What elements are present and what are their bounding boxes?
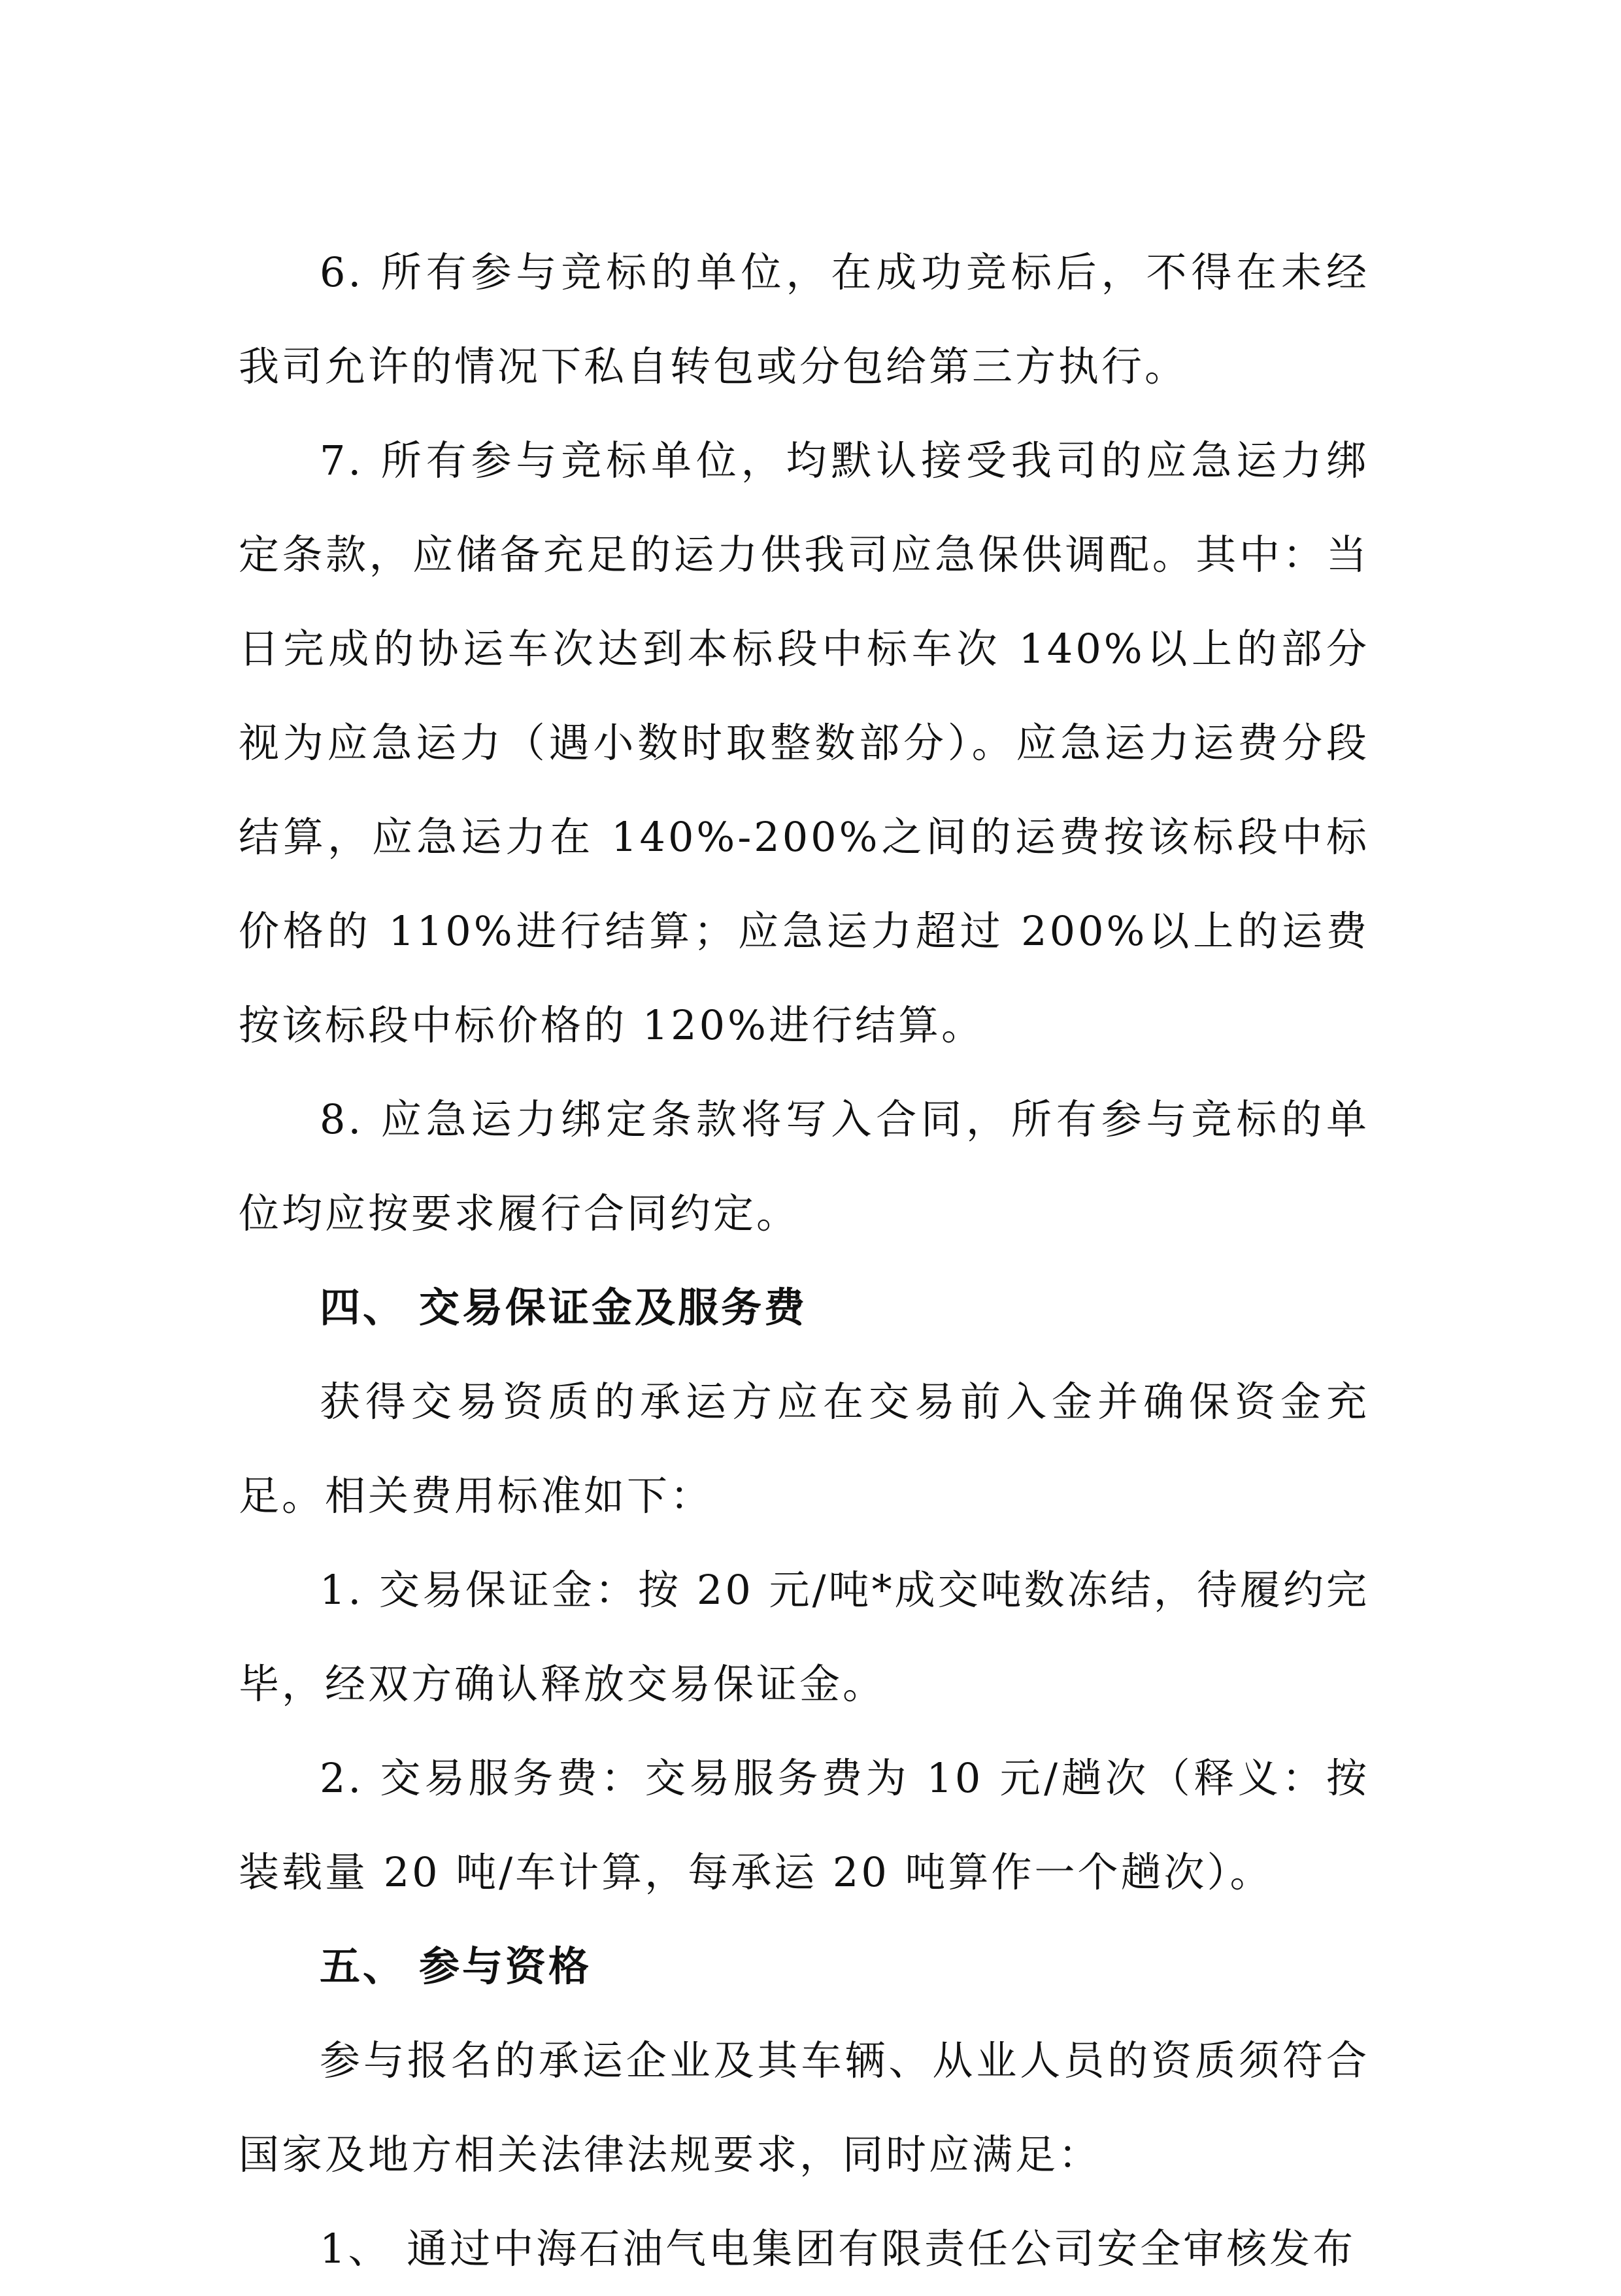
section-4-item-1: 1. 交易保证金：按 20 元/吨*成交吨数冻结，待履约完毕，经双方确认释放交易保证金。: [239, 1566, 1369, 1708]
section-4-heading: [239, 1261, 1369, 1355]
clause-7: 7. 所有参与竞标单位，均默认接受我司的应急运力绑定条款，应储备充足的运力供我司应急保供调配。其中：当日完成的协运车次达到本标段中标车次 140%以上的部分视为应急运力（遇小数时取整数部分）。应急运力运费分段结算，应急运力在 140%-200%之间的运费按该标段中标价格的 110%进行结算；应急运力超过 200%以上的运费按该标段中标价格的 120%进行结算。: [239, 437, 1369, 1049]
section-5-title: 参与资格: [419, 1942, 592, 1990]
section-5-number: 五、: [320, 1942, 407, 1990]
document-body: [239, 225, 1369, 2296]
section-4-title: 交易保证金及服务费: [419, 1284, 808, 1331]
section-4-item-2: 2. 交易服务费：交易服务费为 10 元/趟次（释义：按装载量 20 吨/车计算，每承运 20 吨算作一个趟次）。: [239, 1754, 1369, 1896]
section-4-number: 四、: [320, 1284, 407, 1331]
section-5-item-1: 1、 通过中海石油气电集团有限责任公司安全审核发布: [320, 2225, 1356, 2272]
clause-6: 6. 所有参与竞标的单位，在成功竞标后，不得在未经我司允许的情况下私自转包或分包给第三方执行。: [239, 248, 1369, 390]
section-4-intro: 获得交易资质的承运方应在交易前入金并确保资金充足。相关费用标准如下：: [239, 1378, 1369, 1520]
section-5-intro: 参与报名的承运企业及其车辆、从业人员的资质须符合国家及地方相关法律法规要求，同时应满足：: [239, 2037, 1369, 2178]
section-5-heading: [239, 1920, 1369, 2014]
clause-8: 8. 应急运力绑定条款将写入合同，所有参与竞标的单位均应按要求履行合同约定。: [239, 1095, 1369, 1237]
